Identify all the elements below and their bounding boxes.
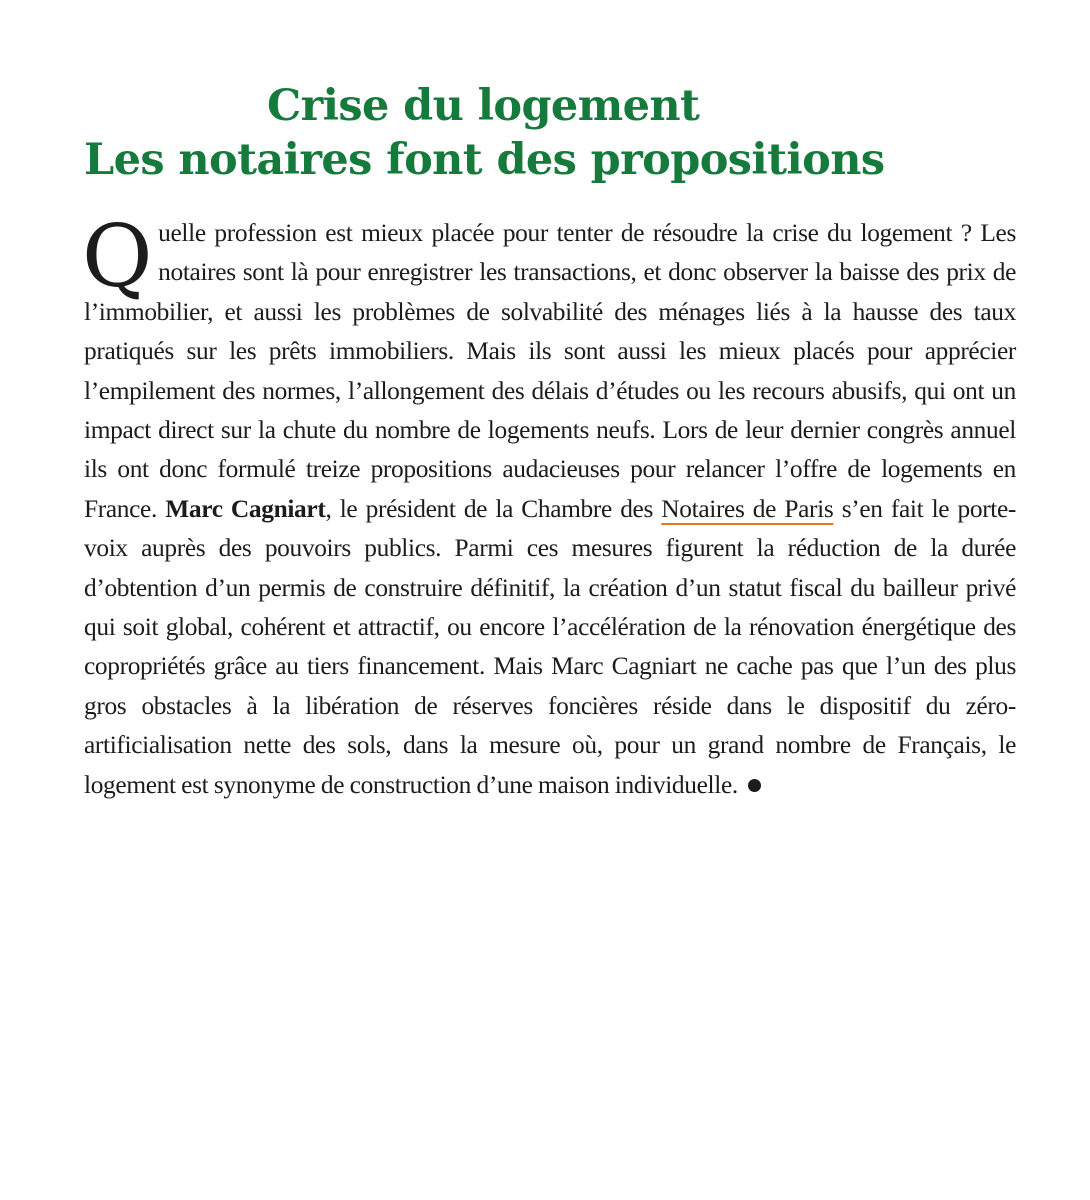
drop-cap: Q: [82, 207, 153, 307]
body-intro: uelle profession est mieux placée pour tenter de résoudre la crise du logement ? Les notaires sont là pour enregistrer les transactions, et donc observer la baisse des prix de l’immobilier, et aussi les problèmes de solvabilité des ménages liés à la hausse des taux pratiqués sur les prêts immobiliers. Mais ils sont aussi les mieux placés pour apprécier l’empilement des normes, l’allongement des délais d’études ou les recours abusifs, qui ont un impact direct sur la chute du nombre de logements neufs. Lors de leur dernier congrès annuel ils ont donc formulé treize propositions audacieuses pour relancer l’offre de logements en France.: [84, 219, 1016, 523]
end-of-article-bullet-icon: [748, 779, 761, 792]
article-paragraph: [82, 207, 1017, 805]
person-name: Marc Cagniart: [165, 494, 326, 523]
article-body: [82, 207, 1017, 805]
article-headline: [84, 78, 1044, 188]
highlighted-organization: Notaires de Paris: [661, 494, 834, 523]
article-title: Les notaires font des propositions: [84, 135, 885, 185]
body-middle: , le président de la Chambre des: [325, 494, 653, 523]
article-kicker: Crise du logement: [267, 81, 700, 131]
body-end: s’en fait le porte-voix auprès des pouvoirs publics. Parmi ces mesures figurent la réduction de la durée d’obtention d’un permis de construire définitif, la création d’un statut fiscal du bailleur privé qui soit global, cohérent et attractif, ou encore l’accélération de la rénovation énergétique des copropriétés grâce au tiers financement. Mais Marc Cagniart ne cache pas que l’un des plus gros obstacles à la libération de réserves foncières réside dans le dispositif du zéro-artificialisation nette des sols, dans la mesure où, pour un grand nombre de Français, le logement est synonyme de construction d’une maison individuelle.: [84, 494, 1017, 799]
